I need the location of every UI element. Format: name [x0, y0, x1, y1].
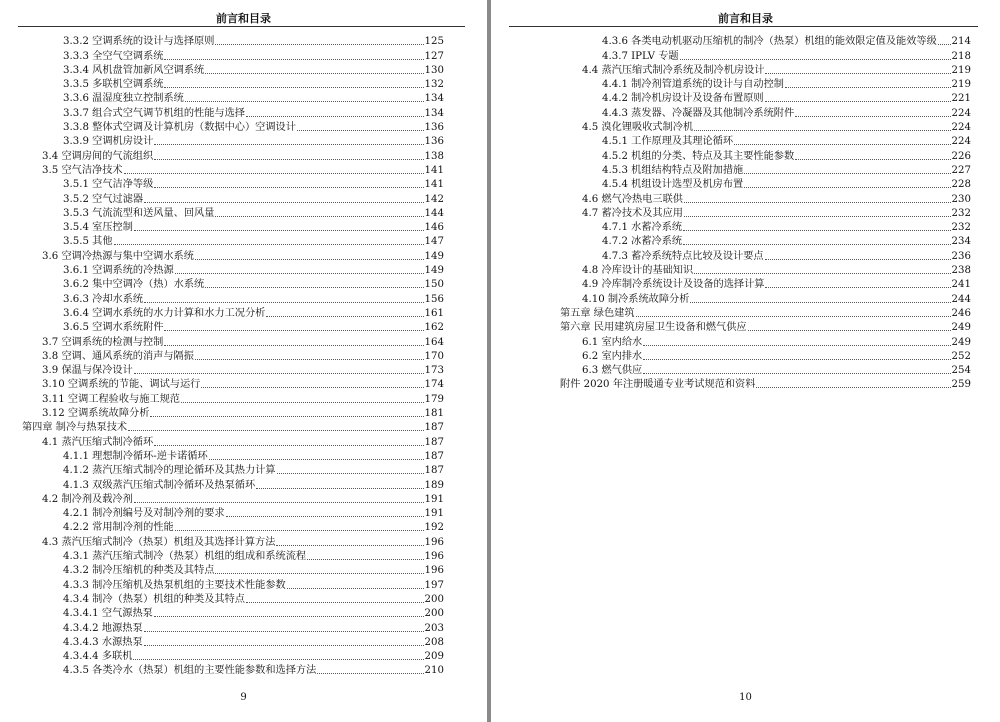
toc-leader-dots — [694, 130, 950, 131]
toc-entry-page: 187 — [424, 450, 444, 462]
toc-leader-dots — [690, 302, 950, 303]
toc-entry-title: 3.8 空调、通风系统的消声与隔振 — [42, 350, 194, 362]
toc-leader-dots — [154, 616, 424, 617]
toc-entry — [63, 649, 444, 663]
toc-entry-page: 232 — [951, 222, 971, 234]
toc-leader-dots — [795, 159, 950, 160]
toc-entry — [63, 34, 444, 48]
toc-entry-title: 4.3.4.1 空气源热泵 — [63, 608, 153, 620]
toc-leader-dots — [164, 59, 423, 60]
toc-leader-dots — [277, 473, 424, 474]
toc-entry-page: 173 — [424, 365, 444, 377]
toc-leader-dots — [195, 359, 424, 360]
toc-entry-page: 224 — [951, 122, 971, 134]
toc-entry-title: 4.7 蓄冷技术及其应用 — [582, 207, 683, 219]
toc-entry — [582, 63, 971, 77]
toc-entry — [63, 577, 444, 591]
toc-entry-title: 3.3.8 整体式空调及计算机房（数据中心）空调设计 — [63, 122, 296, 134]
toc-entry-title: 4.4 蒸汽压缩式制冷系统及制冷机房设计 — [582, 64, 765, 76]
toc-leader-dots — [643, 373, 950, 374]
toc-entry-title: 4.1.3 双级蒸汽压缩式制冷循环及热泵循环 — [63, 479, 256, 491]
toc-entry — [63, 320, 444, 334]
toc-entry — [42, 334, 444, 348]
toc-leader-dots — [307, 559, 423, 560]
toc-leader-dots — [133, 659, 423, 660]
toc-entry-title: 4.3.7 IPLV 专题 — [602, 50, 679, 62]
toc-entry-title: 3.3.6 温湿度独立控制系统 — [63, 93, 184, 105]
toc-entry — [602, 77, 971, 91]
toc-entry-title: 4.2.1 制冷剂编号及对制冷剂的要求 — [63, 508, 225, 520]
toc-entry-page: 146 — [424, 222, 444, 234]
toc-entry-title: 4.1.2 蒸汽压缩式制冷的理论循环及其热力计算 — [63, 465, 276, 477]
toc-entry-page: 144 — [424, 207, 444, 219]
toc-entry-page: 125 — [424, 36, 444, 48]
toc-entry — [602, 177, 971, 191]
toc-entry — [63, 663, 444, 677]
toc-entry-title: 第六章 民用建筑房屋卫生设备和燃气供应 — [560, 322, 747, 334]
toc-entry-title: 6.2 室内排水 — [582, 350, 643, 362]
toc-entry — [42, 363, 444, 377]
toc-entry-page: 170 — [424, 350, 444, 362]
toc-entry-title: 4.3 蒸汽压缩式制冷（热泵）机组及其选择计算方法 — [42, 536, 276, 548]
toc-entry-page: 254 — [951, 365, 971, 377]
toc-entry-page: 147 — [424, 236, 444, 248]
toc-entry-page: 136 — [424, 122, 444, 134]
toc-entry-title: 4.6 燃气冷热电三联供 — [582, 193, 683, 205]
toc-entry-title: 4.3.5 各类冷水（热泵）机组的主要性能参数和选择方法 — [63, 665, 317, 677]
toc-entry — [63, 177, 444, 191]
toc-entry-page: 210 — [424, 665, 444, 677]
toc-entry-page: 219 — [951, 79, 971, 91]
toc-entry-title: 3.6.1 空调系统的冷热源 — [63, 265, 174, 277]
toc-entry — [602, 148, 971, 162]
toc-entry-title: 3.9 保温与保冷设计 — [42, 365, 133, 377]
toc-entry-page: 230 — [951, 193, 971, 205]
toc-entry-page: 149 — [424, 250, 444, 262]
page-number: 10 — [739, 692, 752, 703]
toc-entry-page: 208 — [424, 636, 444, 648]
toc-entry — [63, 606, 444, 620]
toc-entry-title: 4.3.4.4 多联机 — [63, 651, 133, 663]
toc-leader-dots — [215, 573, 423, 574]
toc-entry-page: 132 — [424, 79, 444, 91]
toc-entry-page: 130 — [424, 64, 444, 76]
toc-entry-page: 249 — [951, 322, 971, 334]
toc-entry-page: 234 — [951, 236, 971, 248]
toc-leader-dots — [205, 73, 423, 74]
toc-entry-title: 3.3.5 多联机空调系统 — [63, 79, 164, 91]
toc-entry-title: 附件 2020 年注册暖通专业考试规范和资料 — [560, 379, 756, 391]
toc-leader-dots — [185, 101, 424, 102]
right-page — [491, 0, 1000, 722]
toc-entry — [42, 492, 444, 506]
toc-entry — [582, 120, 971, 134]
toc-entry — [63, 477, 444, 491]
toc-entry-page: 244 — [951, 293, 971, 305]
toc-entry-title: 4.4.3 蒸发器、冷凝器及其他制冷系统附件 — [602, 107, 795, 119]
toc-leader-dots — [246, 116, 424, 117]
toc-entry — [63, 191, 444, 205]
toc-entry-title: 4.8 冷库设计的基础知识 — [582, 265, 694, 277]
toc-entry — [63, 277, 444, 291]
toc-entry-page: 196 — [424, 565, 444, 577]
toc-leader-dots — [276, 545, 423, 546]
toc-entry-title: 3.5.2 空气过滤器 — [63, 193, 144, 205]
toc-leader-dots — [201, 387, 423, 388]
toc-leader-dots — [744, 187, 950, 188]
toc-leader-dots — [683, 230, 950, 231]
toc-leader-dots — [164, 87, 423, 88]
toc-entry-page: 246 — [951, 307, 971, 319]
toc-leader-dots — [144, 302, 423, 303]
toc-entry-page: 179 — [424, 393, 444, 405]
toc-entry — [582, 291, 971, 305]
toc-entry-title: 4.1 蒸汽压缩式制冷循环 — [42, 436, 154, 448]
toc-entry-page: 221 — [951, 93, 971, 105]
toc-leader-dots — [694, 273, 950, 274]
toc-entry-title: 3.5.1 空气洁净等级 — [63, 179, 154, 191]
toc-entry-title: 4.5.3 机组结构特点及附加措施 — [602, 164, 744, 176]
toc-entry — [582, 334, 971, 348]
toc-leader-dots — [128, 430, 423, 431]
toc-entry-page: 136 — [424, 136, 444, 148]
toc-entry-title: 4.7.1 水蓄冷系统 — [602, 222, 683, 234]
toc-entry-page: 241 — [951, 279, 971, 291]
toc-entry — [602, 134, 971, 148]
toc-entry-page: 218 — [951, 50, 971, 62]
toc-leader-dots — [181, 402, 424, 403]
toc-leader-dots — [215, 216, 423, 217]
toc-entry-title: 3.6.3 冷却水系统 — [63, 293, 144, 305]
toc-entry — [560, 320, 971, 334]
toc-entry-title: 3.5 空气洁净技术 — [42, 164, 123, 176]
toc-entry-page: 174 — [424, 379, 444, 391]
toc-entry — [42, 535, 444, 549]
toc-entry-page: 192 — [424, 522, 444, 534]
toc-entry-page: 200 — [424, 608, 444, 620]
toc-entry-page: 181 — [424, 408, 444, 420]
toc-entry — [63, 77, 444, 91]
toc-leader-dots — [795, 116, 950, 117]
toc-leader-dots — [150, 416, 423, 417]
toc-entry — [42, 377, 444, 391]
toc-entry-page: 149 — [424, 265, 444, 277]
toc-entry-title: 4.5 溴化锂吸收式制冷机 — [582, 122, 694, 134]
toc-leader-dots — [317, 673, 423, 674]
toc-leader-dots — [734, 144, 951, 145]
toc-entry-title: 3.3.9 空调机房设计 — [63, 136, 154, 148]
toc-entry — [602, 234, 971, 248]
toc-entry-page: 209 — [424, 651, 444, 663]
toc-entry-title: 4.7.2 冰蓄冷系统 — [602, 236, 683, 248]
toc-entry-title: 3.5.4 室压控制 — [63, 222, 133, 234]
toc-entry — [63, 134, 444, 148]
toc-entry — [63, 520, 444, 534]
toc-leader-dots — [684, 216, 951, 217]
toc-entry-page: 224 — [951, 107, 971, 119]
toc-entry — [63, 449, 444, 463]
toc-entry-page: 142 — [424, 193, 444, 205]
toc-entry-title: 4.3.6 各类电动机驱动压缩机的制冷（热泵）机组的能效限定值及能效等级 — [602, 36, 937, 48]
toc-entry-page: 141 — [424, 179, 444, 191]
toc-entry-title: 4.5.4 机组设计选型及机房布置 — [602, 179, 744, 191]
toc-entry-title: 4.9 冷库制冷系统设计及设备的选择计算 — [582, 279, 765, 291]
toc-leader-dots — [680, 59, 951, 60]
toc-leader-dots — [124, 173, 424, 174]
toc-leader-dots — [765, 73, 950, 74]
toc-leader-dots — [144, 645, 424, 646]
toc-leader-dots — [643, 345, 950, 346]
toc-entry-page: 226 — [951, 150, 971, 162]
toc-entry — [63, 234, 444, 248]
toc-entry-page: 187 — [424, 436, 444, 448]
toc-entry — [602, 106, 971, 120]
toc-entry-title: 3.6 空调冷热源与集中空调水系统 — [42, 250, 194, 262]
toc-leader-dots — [765, 259, 951, 260]
toc-leader-dots — [256, 488, 423, 489]
toc-leader-dots — [246, 602, 424, 603]
toc-entry-title: 3.6.4 空调水系统的水力计算和水力工况分析 — [63, 307, 266, 319]
toc-entry — [63, 463, 444, 477]
toc-entry-page: 224 — [951, 136, 971, 148]
toc-entry-page: 259 — [951, 379, 971, 391]
toc-leader-dots — [636, 316, 951, 317]
toc-entry-title: 第五章 绿色建筑 — [560, 307, 635, 319]
toc-entry — [582, 363, 971, 377]
toc-entry-title: 3.12 空调系统故障分析 — [42, 408, 150, 420]
toc-entry-title: 4.3.4.2 地源热泵 — [63, 622, 143, 634]
toc-entry — [582, 206, 971, 220]
toc-entry — [63, 106, 444, 120]
toc-entry — [602, 249, 971, 263]
toc-entry — [63, 291, 444, 305]
toc-entry-title: 3.11 空调工程验收与施工规范 — [42, 393, 180, 405]
toc-entry-title: 3.6.2 集中空调冷（热）水系统 — [63, 279, 205, 291]
toc-entry-page: 191 — [424, 508, 444, 520]
toc-leader-dots — [154, 445, 423, 446]
toc-entry — [582, 349, 971, 363]
toc-entry-page: 141 — [424, 164, 444, 176]
toc-entry-page: 196 — [424, 551, 444, 563]
toc-entry — [63, 506, 444, 520]
toc-leader-dots — [756, 387, 950, 388]
toc-entry-title: 4.3.1 蒸汽压缩式制冷（热泵）机组的组成和系统流程 — [63, 551, 307, 563]
toc-entry — [42, 434, 444, 448]
toc-entry-page: 203 — [424, 622, 444, 634]
toc-entry-title: 3.3.3 全空气空调系统 — [63, 50, 164, 62]
toc-entry-title: 4.3.4.3 水源热泵 — [63, 636, 143, 648]
toc-entry-page: 200 — [424, 593, 444, 605]
toc-leader-dots — [134, 502, 424, 503]
toc-entry — [22, 420, 444, 434]
toc-entry-page: 164 — [424, 336, 444, 348]
toc-leader-dots — [134, 373, 424, 374]
toc-leader-dots — [748, 330, 951, 331]
toc-entry — [63, 120, 444, 134]
toc-entry — [582, 263, 971, 277]
toc-entry-page: 187 — [424, 465, 444, 477]
toc-entry — [42, 349, 444, 363]
toc-leader-dots — [164, 330, 423, 331]
toc-entry-title: 3.5.3 气流流型和送风量、回风量 — [63, 207, 215, 219]
toc-entry — [63, 91, 444, 105]
toc-entry-title: 4.5.1 工作原理及其理论循环 — [602, 136, 734, 148]
header-divider — [509, 26, 978, 27]
toc-entry-page: 161 — [424, 307, 444, 319]
toc-leader-dots — [215, 44, 423, 45]
toc-leader-dots — [226, 516, 424, 517]
toc-entry-title: 4.1.1 理想制冷循环-逆卡诺循环 — [63, 450, 208, 462]
toc-entry — [602, 34, 971, 48]
toc-entry-page: 227 — [951, 164, 971, 176]
toc-entry-title: 4.7.3 蓄冷系统特点比较及设计要点 — [602, 250, 764, 262]
toc-entry — [63, 306, 444, 320]
toc-entry — [63, 263, 444, 277]
toc-entry-page: 197 — [424, 579, 444, 591]
toc-entry — [42, 406, 444, 420]
toc-entry-title: 3.5.5 其他 — [63, 236, 113, 248]
toc-entry-title: 6.3 燃气供应 — [582, 365, 643, 377]
toc-entry — [63, 63, 444, 77]
toc-entry-title: 4.10 制冷系统故障分析 — [582, 293, 690, 305]
toc-entry-title: 3.3.4 风机盘管加新风空调系统 — [63, 64, 205, 76]
toc-entry-title: 4.3.4 制冷（热泵）机组的种类及其特点 — [63, 593, 245, 605]
toc-leader-dots — [144, 202, 423, 203]
toc-entry-page: 191 — [424, 493, 444, 505]
toc-entry — [63, 48, 444, 62]
toc-leader-dots — [765, 287, 950, 288]
toc-entry — [582, 277, 971, 291]
toc-leader-dots — [683, 244, 950, 245]
toc-entry-title: 4.4.1 制冷剂管道系统的设计与自动控制 — [602, 79, 784, 91]
toc-entry-page: 138 — [424, 150, 444, 162]
toc-leader-dots — [209, 459, 424, 460]
toc-entry — [63, 563, 444, 577]
toc-entry-title: 4.3.3 制冷压缩机及热泵机组的主要技术性能参数 — [63, 579, 286, 591]
toc-entry-page: 196 — [424, 536, 444, 548]
toc-entry-page: 156 — [424, 293, 444, 305]
left-page — [0, 0, 487, 722]
toc-leader-dots — [938, 44, 951, 45]
toc-leader-dots — [266, 316, 423, 317]
toc-entry — [602, 220, 971, 234]
toc-entry-title: 4.2.2 常用制冷剂的性能 — [63, 522, 174, 534]
toc-entry-title: 4.4.2 制冷机房设计及设备布置原则 — [602, 93, 764, 105]
toc-leader-dots — [144, 631, 424, 632]
toc-entry-page: 189 — [424, 479, 444, 491]
toc-entry — [42, 392, 444, 406]
toc-leader-dots — [154, 144, 423, 145]
toc-leader-dots — [114, 244, 424, 245]
toc-entry — [602, 91, 971, 105]
toc-leader-dots — [785, 87, 951, 88]
page-number: 9 — [240, 692, 247, 703]
page-header: 前言和目录 — [718, 12, 773, 25]
toc-entry — [63, 592, 444, 606]
toc-entry-page: 238 — [951, 265, 971, 277]
toc-entry-page: 236 — [951, 250, 971, 262]
toc-entry-title: 4.5.2 机组的分类、特点及其主要性能参数 — [602, 150, 795, 162]
toc-entry-title: 3.4 空调房间的气流组织 — [42, 150, 154, 162]
toc-entry-title: 3.7 空调系统的检测与控制 — [42, 336, 164, 348]
toc-entry-page: 150 — [424, 279, 444, 291]
toc-entry-page: 134 — [424, 107, 444, 119]
toc-leader-dots — [297, 130, 424, 131]
page-header: 前言和目录 — [216, 12, 271, 25]
toc-entry — [42, 163, 444, 177]
toc-entry-page: 219 — [951, 64, 971, 76]
toc-leader-dots — [164, 345, 423, 346]
toc-leader-dots — [744, 173, 950, 174]
toc-leader-dots — [134, 230, 424, 231]
toc-entry-title: 3.3.7 组合式空气调节机组的性能与选择 — [63, 107, 245, 119]
toc-leader-dots — [684, 202, 951, 203]
toc-entry — [63, 206, 444, 220]
toc-entry-title: 3.10 空调系统的节能、调试与运行 — [42, 379, 201, 391]
toc-entry-title: 第四章 制冷与热泵技术 — [22, 422, 128, 434]
toc-entry-title: 4.3.2 制冷压缩机的种类及其特点 — [63, 565, 215, 577]
toc-entry-title: 4.2 制冷剂及载冷剂 — [42, 493, 133, 505]
toc-entry-title: 6.1 室内给水 — [582, 336, 643, 348]
toc-leader-dots — [287, 588, 424, 589]
toc-entry-page: 134 — [424, 93, 444, 105]
toc-leader-dots — [205, 287, 423, 288]
header-divider — [18, 26, 465, 27]
toc-entry-page: 228 — [951, 179, 971, 191]
toc-entry — [560, 306, 971, 320]
toc-leader-dots — [643, 359, 950, 360]
toc-entry-title: 3.3.2 空调系统的设计与选择原则 — [63, 36, 215, 48]
toc-entry — [582, 191, 971, 205]
toc-entry — [42, 249, 444, 263]
toc-leader-dots — [175, 273, 424, 274]
toc-entry — [560, 377, 971, 391]
toc-entry — [63, 620, 444, 634]
toc-leader-dots — [175, 530, 424, 531]
toc-leader-dots — [765, 101, 951, 102]
toc-entry — [602, 48, 971, 62]
toc-entry-page: 232 — [951, 207, 971, 219]
toc-entry-page: 214 — [951, 36, 971, 48]
toc-entry — [42, 148, 444, 162]
toc-entry-page: 249 — [951, 336, 971, 348]
toc-entry — [63, 220, 444, 234]
toc-leader-dots — [195, 259, 424, 260]
toc-entry-page: 252 — [951, 350, 971, 362]
toc-entry-page: 162 — [424, 322, 444, 334]
toc-entry — [63, 549, 444, 563]
toc-entry-page: 187 — [424, 422, 444, 434]
toc-entry — [602, 163, 971, 177]
toc-leader-dots — [154, 159, 423, 160]
toc-leader-dots — [154, 187, 423, 188]
toc-entry — [63, 635, 444, 649]
toc-entry-page: 127 — [424, 50, 444, 62]
toc-entry-title: 3.6.5 空调水系统附件 — [63, 322, 164, 334]
